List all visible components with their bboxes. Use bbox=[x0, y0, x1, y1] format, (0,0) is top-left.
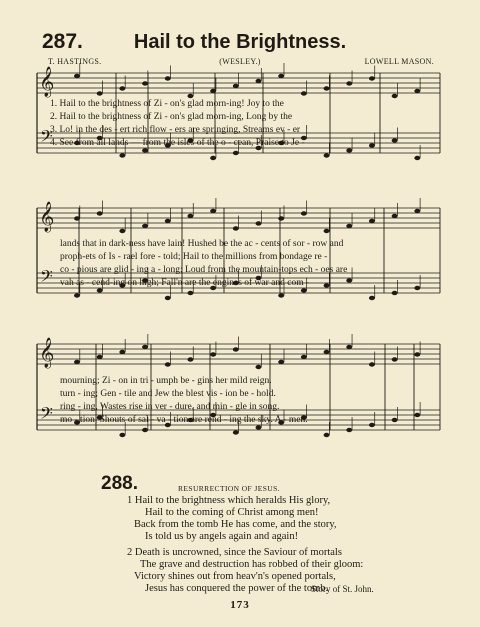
note-head bbox=[74, 360, 80, 364]
note-head bbox=[165, 362, 171, 366]
citation: Story of St. John. bbox=[311, 584, 374, 594]
note-head bbox=[74, 216, 80, 220]
hymn-title: Hail to the Brightness. bbox=[133, 31, 347, 53]
note-head bbox=[97, 288, 103, 292]
note-head bbox=[324, 153, 330, 157]
note-head bbox=[233, 347, 239, 351]
lyric-line: turn - ing; Gen - tile and Jew the blest vis - ion be - hold. bbox=[60, 389, 276, 399]
note-head bbox=[278, 216, 284, 220]
note-head bbox=[414, 352, 420, 356]
note-head bbox=[324, 86, 330, 90]
note-head bbox=[233, 430, 239, 434]
note-head bbox=[119, 433, 125, 437]
treble-clef-icon: 𝄞 bbox=[39, 202, 55, 232]
note-head bbox=[346, 428, 352, 432]
note-head bbox=[324, 350, 330, 354]
note-head bbox=[165, 76, 171, 80]
note-head bbox=[346, 224, 352, 228]
poem-line: 2 Death is uncrowned, since the Saviour of mortals bbox=[127, 547, 342, 558]
note-head bbox=[210, 156, 216, 160]
note-head bbox=[392, 357, 398, 361]
note-head bbox=[142, 428, 148, 432]
note-head bbox=[233, 226, 239, 230]
note-head bbox=[346, 148, 352, 152]
poem-line: Hail to the coming of Christ among men! bbox=[145, 507, 319, 518]
page-number: 173 bbox=[230, 599, 250, 611]
note-head bbox=[165, 296, 171, 300]
note-head bbox=[256, 365, 262, 369]
note-head bbox=[369, 362, 375, 366]
lyric-line: mourning; Zi - on in tri - umph be - gins her mild reign. bbox=[60, 376, 272, 386]
note-head bbox=[346, 81, 352, 85]
note-head bbox=[324, 229, 330, 233]
note-head bbox=[278, 74, 284, 78]
note-head bbox=[369, 296, 375, 300]
note-head bbox=[233, 151, 239, 155]
note-head bbox=[210, 89, 216, 93]
note-head bbox=[165, 219, 171, 223]
note-head bbox=[187, 291, 193, 295]
hymn2-heading: RESURRECTION OF JESUS. bbox=[178, 484, 280, 493]
lyric-line: proph-ets of Is - rael fore - told; Hail to the millions from bondage re - bbox=[60, 252, 328, 262]
tune-name: (WESLEY.) bbox=[219, 57, 261, 66]
note-head bbox=[233, 84, 239, 88]
note-head bbox=[278, 360, 284, 364]
note-head bbox=[119, 153, 125, 157]
note-head bbox=[369, 219, 375, 223]
lyric-line: vah as - cend-ing on high; Fall'n are the engines of war and com - bbox=[60, 278, 310, 288]
note-head bbox=[392, 94, 398, 98]
treble-clef-icon: 𝄞 bbox=[39, 67, 55, 97]
note-head bbox=[301, 211, 307, 215]
note-head bbox=[97, 91, 103, 95]
note-head bbox=[119, 86, 125, 90]
note-head bbox=[142, 148, 148, 152]
note-head bbox=[256, 79, 262, 83]
poem-line: 1 Hail to the brightness which heralds His glory, bbox=[127, 495, 331, 506]
hymn-number: 287. bbox=[42, 30, 83, 53]
note-head bbox=[414, 89, 420, 93]
note-head bbox=[301, 91, 307, 95]
note-head bbox=[369, 76, 375, 80]
arranger-credit: LOWELL MASON. bbox=[364, 57, 434, 66]
poem-line: Is told us by angels again and again! bbox=[145, 531, 299, 542]
note-head bbox=[210, 352, 216, 356]
lyric-line: co - pious are glid - ing a - long; Loud from the mountain-tops ech - oes are bbox=[60, 265, 348, 275]
note-head bbox=[74, 74, 80, 78]
note-head bbox=[119, 229, 125, 233]
poem-line: The grave and destruction has robbed of their gloom: bbox=[140, 559, 364, 570]
note-head bbox=[256, 425, 262, 429]
note-head bbox=[187, 357, 193, 361]
note-head bbox=[187, 214, 193, 218]
poem-line: Back from the tomb He has come, and the story, bbox=[134, 519, 337, 530]
note-head bbox=[187, 94, 193, 98]
note-head bbox=[142, 224, 148, 228]
poem-line: Victory shines out from heav'n's opened portals, bbox=[134, 571, 336, 582]
note-head bbox=[74, 293, 80, 297]
note-head bbox=[119, 350, 125, 354]
bass-clef-icon: 𝄢 bbox=[40, 403, 53, 427]
lyric-line: mo - tion, Shouts of sal - va - tion are rend - ing the sky. A - men. bbox=[60, 415, 308, 425]
poem-line: Jesus has conquered the power of the tomb. bbox=[145, 583, 329, 594]
treble-clef-icon: 𝄞 bbox=[39, 338, 55, 368]
note-head bbox=[97, 355, 103, 359]
note-head bbox=[392, 291, 398, 295]
lyric-line: 4. See from all lands — from the isles of the o - cean, Praise to Je - bbox=[50, 138, 305, 148]
note-head bbox=[301, 355, 307, 359]
composer-credit: T. HASTINGS. bbox=[48, 57, 102, 66]
note-head bbox=[256, 221, 262, 225]
lyric-line: ring - ing, Wastes rise in ver - dure, and min - gle in song. bbox=[60, 402, 280, 412]
note-head bbox=[278, 293, 284, 297]
lyric-line: 3. Lo! in the des - ert rich flow - ers are springing, Streams ev - er bbox=[50, 125, 301, 135]
note-head bbox=[210, 209, 216, 213]
lyric-line: lands that in dark-ness have lain! Hushed be the ac - cents of sor - row and bbox=[60, 239, 344, 249]
note-head bbox=[392, 214, 398, 218]
note-head bbox=[97, 211, 103, 215]
lyric-line: 1. Hail to the brightness of Zi - on's glad morn-ing! Joy to the bbox=[50, 99, 284, 109]
note-head bbox=[324, 433, 330, 437]
lyric-line: 2. Hail to the brightness of Zi - on's glad morn-ing, Long by the bbox=[50, 112, 293, 122]
note-head bbox=[301, 288, 307, 292]
note-head bbox=[414, 156, 420, 160]
bass-clef-icon: 𝄢 bbox=[40, 126, 53, 150]
note-head bbox=[142, 345, 148, 349]
note-head bbox=[346, 345, 352, 349]
bass-clef-icon: 𝄢 bbox=[40, 266, 53, 290]
note-head bbox=[142, 81, 148, 85]
hymn2-number: 288. bbox=[101, 473, 138, 494]
note-head bbox=[414, 209, 420, 213]
